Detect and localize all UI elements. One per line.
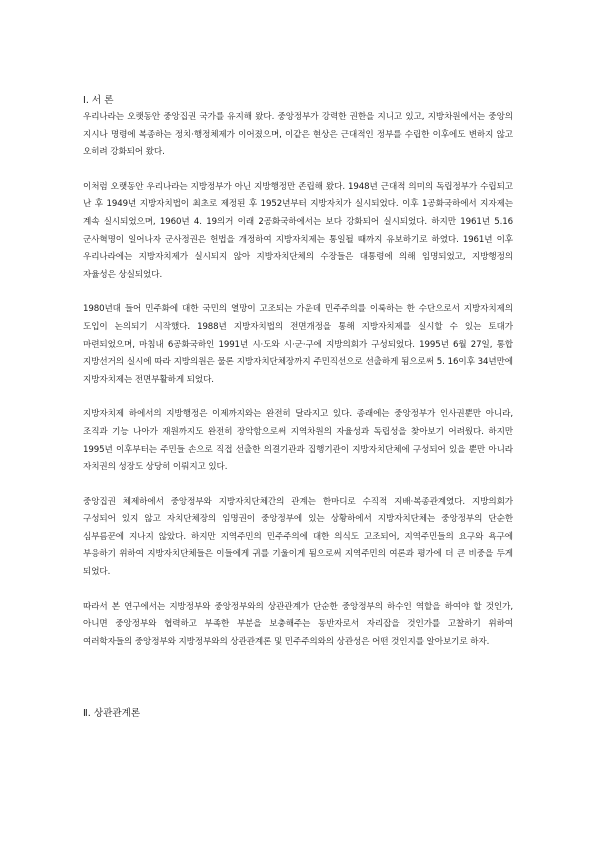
document-body	[83, 92, 513, 651]
paragraph-1: 우리나라는 오랫동안 중앙집권 국가를 유지해 왔다. 중앙정부가 강력한 권한을 지니고 있고, 지방차원에서는 중앙의 지시나 명령에 복종하는 정치·행정체제가 이어졌으며, 이같은 현상은 근대적인 정부를 수립한 이후에도 변하지 않고 오히려 강화되어 왔다.	[83, 112, 513, 158]
paragraph-2: 이처럼 오랫동안 우리나라는 지방정부가 아닌 지방행정만 존립해 왔다. 1948년 근대적 의미의 독립정부가 수립되고 난 후 1949년 지방자치법이 최초로 제정된 후 1952년부터 지방자치가 실시되었다. 이후 1공화국하에서 지자제는 계속 실시되었으며, 1960년 4. 19의거 이래 2공화국하에서는 보다 강화되어 실시되었다. 하지만 1961년 5.16 군사혁명이 일어나자 군사정권은 헌법을 개정하여 지방자치제는 통일될 때까지 유보하기로 하였다. 1961년 이후 우리나라에는 지방자치제가 실시되지 않아 지방자치단체의 수장들은 대통령에 의해 임명되었고, 지방행정의 자율성은 상실되었다.	[83, 181, 513, 280]
paragraph-5: 중앙집권 체제하에서 중앙정부와 지방자치단체간의 관계는 한마디로 수직적 지배·복종관계였다. 지방의회가 구성되어 있지 않고 자치단체장의 임명권이 중앙정부에 있는 상황하에서 지방자치단체는 중앙정부의 단순한 심부름꾼에 지나지 않았다. 하지만 지역주민의 민주주의에 대한 의식도 고조되어, 지역주민들의 요구와 욕구에 부응하기 위하여 지방자치단체들은 이들에게 귀를 기울이게 됨으로써 지역주민의 여론과 평가에 더 큰 비중을 두게 되었다.	[83, 496, 513, 578]
section-2-title: Ⅱ. 상관관계론	[83, 708, 141, 719]
paragraph-4: 지방자치제 하에서의 지방행정은 이제까지와는 완전히 달라지고 있다. 종래에는 중앙정부가 인사권뿐만 아니라, 조직과 기능 나아가 재원까지도 완전히 장악함으로써 지역차원의 자율성과 독립성을 찾아보기 어려웠다. 하지만 1995년 이후부터는 주민들 손으로 직접 선출한 의결기관과 집행기관이 지방자치단체에 구성되어 있을 뿐만 아니라 자치권의 성장도 상당히 이뤄지고 있다.	[83, 409, 513, 473]
paragraph-3: 1980년대 들어 민주화에 대한 국민의 열망이 고조되는 가운데 민주주의를 이룩하는 한 수단으로서 지방자치제의 도입이 논의되기 시작했다. 1988년 지방자치법의 전면개정을 통해 지방자치제를 실시할 수 있는 토대가 마련되었으며, 마침내 6공화국하인 1991년 시·도와 시·군·구에 지방의회가 구성되었다. 1995년 6월 27일, 통합 지방선거의 실시에 따라 지방의원은 물론 지방자치단체장까지 주민직선으로 선출하게 됨으로써 5. 16이후 34년만에 지방자치제는 전면부활하게 되었다.	[83, 304, 513, 385]
section-1-title: Ⅰ. 서 론	[83, 95, 114, 106]
paragraph-6: 따라서 본 연구에서는 지방정부와 중앙정부와의 상관관계가 단순한 중앙정부의 하수인 역할을 하여야 할 것인가, 아니면 중앙정부와 협력하고 부족한 부분을 보충해주는 동반자로서 자리잡을 것인가를 고찰하기 위하여 여러학자들의 중앙정부와 지방정부와의 상관관계론 및 민주주의와의 상관성은 어떤 것인지를 알아보기로 하자.	[83, 601, 513, 647]
